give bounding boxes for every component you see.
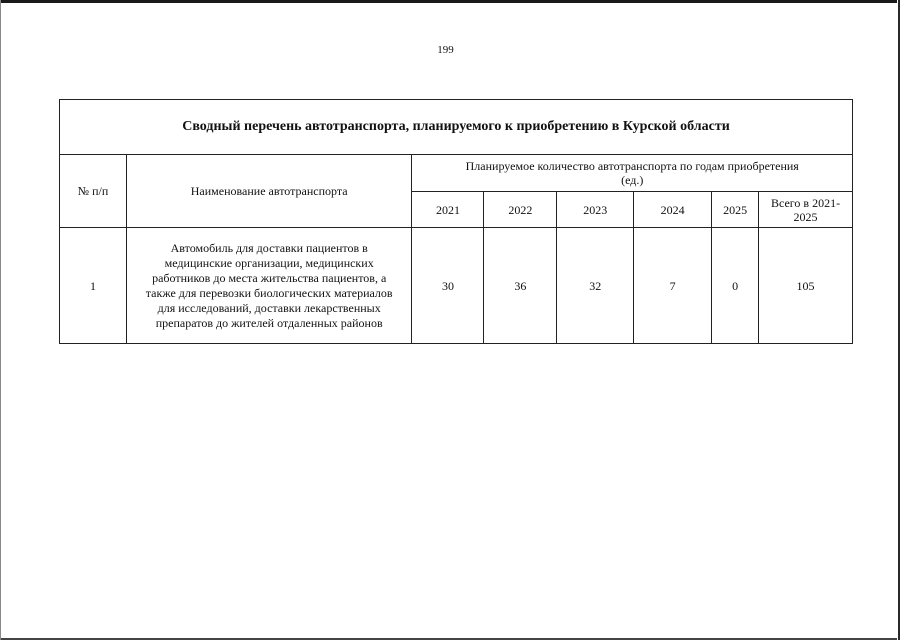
row-name-line: работников до места жительства пациентов, а [152,270,387,285]
row-value-2025: 0 [712,228,759,344]
row-value-2022: 36 [484,228,557,344]
scan-edge-left [0,0,1,640]
header-total [759,192,853,228]
header-total-line1: Всего в 2021- [770,195,841,210]
vehicle-plan-table [59,99,853,344]
header-planned-group [412,155,853,192]
row-name-line: препаратов до жителей отдаленных районов [155,315,383,330]
table-title: Сводный перечень автотранспорта, планируемого к приобретению в Курской области [60,100,853,155]
row-vehicle-name [126,228,412,344]
row-num: 1 [60,228,127,344]
page-number: 199 [437,44,454,56]
header-planned-line1: Планируемое количество автотранспорта по годам приобретения [465,159,799,173]
row-value-2023: 32 [557,228,634,344]
row-name-line: для исследований, доставки лекарственных [157,300,381,315]
row-value-2021: 30 [412,228,484,344]
scan-edge-top [0,0,897,3]
header-year-2022: 2022 [484,192,557,228]
row-name-line: Автомобиль для доставки пациентов в [170,240,368,255]
header-total-line2: 2025 [793,209,818,224]
header-year-2023: 2023 [557,192,634,228]
header-planned-line2: (ед.) [621,173,644,187]
row-value-2024: 7 [634,228,712,344]
header-year-2025: 2025 [712,192,759,228]
header-name: Наименование автотранспорта [126,155,412,228]
table-row [60,228,853,344]
row-total: 105 [759,228,853,344]
header-year-2024: 2024 [634,192,712,228]
row-name-line: медицинские организации, медицинских [164,255,374,270]
header-year-2021: 2021 [412,192,484,228]
row-name-line: также для перевозки биологических материалов [145,285,393,300]
header-num: № п/п [60,155,127,228]
scan-edge-right [898,0,900,640]
